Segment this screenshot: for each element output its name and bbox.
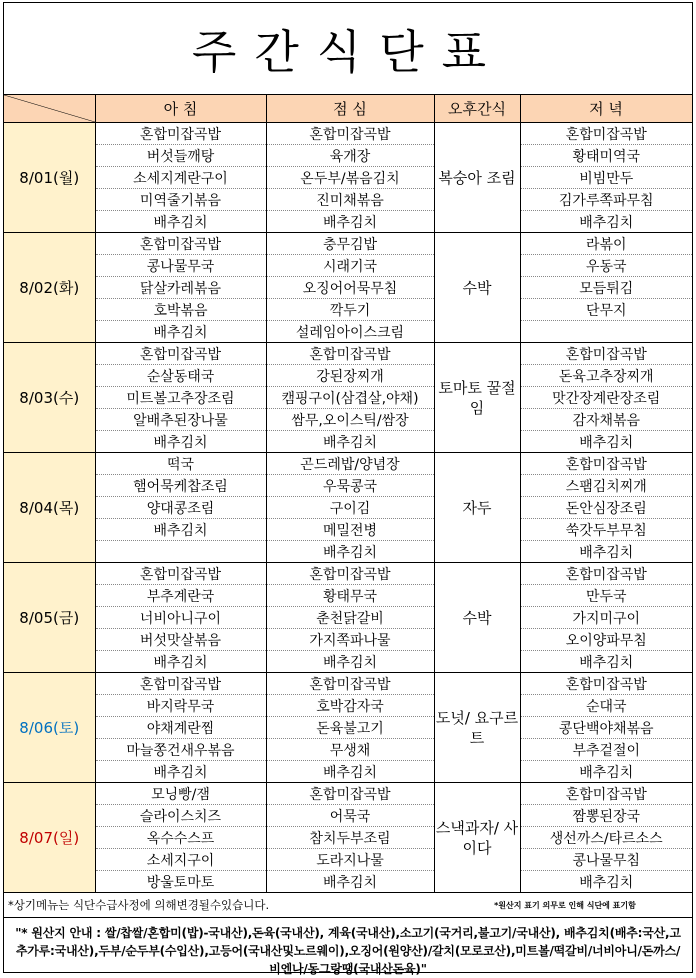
lunch-item: 캠핑구이(삼겹살,야채) [266, 387, 434, 409]
menu-row [4, 233, 692, 255]
menu-row [4, 629, 692, 651]
dinner-item: 라볶이 [520, 233, 692, 255]
menu-row [4, 167, 692, 189]
dinner-item: 생선까스/타르소스 [520, 827, 692, 849]
menu-row [4, 783, 692, 805]
dinner-item: 혼합미잡곡밥 [520, 343, 692, 365]
breakfast-item: 모닝빵/잼 [95, 783, 266, 805]
breakfast-item: 야채계란찜 [95, 717, 266, 739]
dinner-item: 혼합미잡곡밥 [520, 783, 692, 805]
menu-row [4, 189, 692, 211]
breakfast-item: 양대콩조림 [95, 497, 266, 519]
breakfast-item: 배추김치 [95, 761, 266, 783]
lunch-item: 배추김치 [266, 431, 434, 453]
lunch-item: 곤드레밥/양념장 [266, 453, 434, 475]
lunch-item: 우묵콩국 [266, 475, 434, 497]
breakfast-item: 햄어묵케찹조림 [95, 475, 266, 497]
dinner-item [520, 321, 692, 343]
breakfast-item: 배추김치 [95, 519, 266, 541]
lunch-item: 온두부/볶음김치 [266, 167, 434, 189]
lunch-item: 도라지나물 [266, 849, 434, 871]
day-date: 8/02(화) [4, 233, 95, 343]
day-date: 8/06(토) [4, 673, 95, 783]
dinner-item: 맛간장계란장조림 [520, 387, 692, 409]
dinner-item: 콩단백야채볶음 [520, 717, 692, 739]
breakfast-item: 미트볼고추장조림 [95, 387, 266, 409]
dinner-item: 오이양파무침 [520, 629, 692, 651]
menu-row [4, 695, 692, 717]
breakfast-item: 떡국 [95, 453, 266, 475]
snack-item: 스낵과자/ 사이다 [434, 783, 520, 893]
dinner-item: 배추김치 [520, 211, 692, 233]
menu-row [4, 211, 692, 233]
breakfast-item: 혼합미잡곡밥 [95, 563, 266, 585]
menu-row [4, 255, 692, 277]
breakfast-item: 혼합미잡곡밥 [95, 673, 266, 695]
dinner-item: 황태미역국 [520, 145, 692, 167]
header-dinner: 저 녁 [520, 95, 692, 123]
lunch-item: 무생채 [266, 739, 434, 761]
corner-cell [4, 95, 95, 123]
menu-row [4, 827, 692, 849]
breakfast-item: 콩나물무국 [95, 255, 266, 277]
dinner-item: 스팸김치찌개 [520, 475, 692, 497]
lunch-item: 혼합미잡곡밥 [266, 563, 434, 585]
dinner-item: 배추김치 [520, 651, 692, 673]
breakfast-item: 배추김치 [95, 431, 266, 453]
menu-row [4, 409, 692, 431]
breakfast-item: 혼합미잡곡밥 [95, 343, 266, 365]
lunch-item: 시래기국 [266, 255, 434, 277]
menu-row [4, 805, 692, 827]
header-snack: 오후간식 [434, 95, 520, 123]
menu-row [4, 387, 692, 409]
snack-item: 토마토 꿀절임 [434, 343, 520, 453]
breakfast-item: 슬라이스치즈 [95, 805, 266, 827]
lunch-item: 가지쪽파나물 [266, 629, 434, 651]
day-date: 8/01(월) [4, 123, 95, 233]
breakfast-item: 미역줄기볶음 [95, 189, 266, 211]
dinner-item: 모듬튀김 [520, 277, 692, 299]
breakfast-item: 닭살카레볶음 [95, 277, 266, 299]
footnote-right: *원산지 표기 의무로 인해 식단에 표기함 [494, 900, 636, 910]
dinner-item: 쑥갓두부무침 [520, 519, 692, 541]
breakfast-item [95, 541, 266, 563]
menu-row [4, 277, 692, 299]
header-breakfast: 아 침 [95, 95, 266, 123]
menu-row [4, 343, 692, 365]
dinner-item: 짬뽕된장국 [520, 805, 692, 827]
breakfast-item: 버섯맛살볶음 [95, 629, 266, 651]
breakfast-item: 방울토마토 [95, 871, 266, 893]
menu-row [4, 849, 692, 871]
menu-row [4, 585, 692, 607]
day-date: 8/03(수) [4, 343, 95, 453]
breakfast-item: 혼합미잡곡밥 [95, 233, 266, 255]
dinner-item: 혼합미잡곡밥 [520, 123, 692, 145]
lunch-item: 배추김치 [266, 211, 434, 233]
dinner-item: 배추김치 [520, 871, 692, 893]
breakfast-item: 호박볶음 [95, 299, 266, 321]
lunch-item: 깍두기 [266, 299, 434, 321]
lunch-item: 호박감자국 [266, 695, 434, 717]
day-date: 8/05(금) [4, 563, 95, 673]
dinner-item: 만두국 [520, 585, 692, 607]
breakfast-item: 혼합미잡곡밥 [95, 123, 266, 145]
dinner-item: 가지미구이 [520, 607, 692, 629]
menu-row [4, 475, 692, 497]
lunch-item: 혼합미잡곡밥 [266, 783, 434, 805]
snack-item: 자두 [434, 453, 520, 563]
lunch-item: 육개장 [266, 145, 434, 167]
dinner-item: 비빔만두 [520, 167, 692, 189]
breakfast-item: 배추김치 [95, 321, 266, 343]
lunch-item: 진미채볶음 [266, 189, 434, 211]
lunch-item: 혼합미잡곡밥 [266, 673, 434, 695]
dinner-item: 배추김치 [520, 541, 692, 563]
dinner-item: 감자채볶음 [520, 409, 692, 431]
menu-row [4, 651, 692, 673]
lunch-item: 메밀전병 [266, 519, 434, 541]
menu-row [4, 761, 692, 783]
snack-item: 복숭아 조림 [434, 123, 520, 233]
dinner-item: 돈육고추장찌개 [520, 365, 692, 387]
dinner-item: 부추겉절이 [520, 739, 692, 761]
footnote-row [4, 893, 692, 918]
dinner-item: 돈안심장조림 [520, 497, 692, 519]
dinner-item: 김가루쪽파무침 [520, 189, 692, 211]
breakfast-item: 배추김치 [95, 211, 266, 233]
breakfast-item: 순살동태국 [95, 365, 266, 387]
breakfast-item: 바지락무국 [95, 695, 266, 717]
dinner-item: 순대국 [520, 695, 692, 717]
origin-notice: "* 원산지 안내 : 쌀/찹쌀/혼합미(밥)-국내산),돈육(국내산), 계육(국내산),소고기(국거리,불고기/국내산), 배추김치(배추:국산,고추가루:국내산),두부/순두부(수입산),고등어(국내산및노르웨이),오징어(원양산)/갈치(모로코산),미트볼/떡갈비/너비아니/돈까스/비엔나/동그랑땡(국내산돈육)" [15, 926, 681, 976]
weekly-menu-table [4, 95, 693, 893]
snack-item: 도넛/ 요구르트 [434, 673, 520, 783]
lunch-item: 춘천닭갈비 [266, 607, 434, 629]
dinner-item: 단무지 [520, 299, 692, 321]
menu-row [4, 541, 692, 563]
menu-row [4, 123, 692, 145]
header-row [4, 95, 692, 123]
dinner-item: 배추김치 [520, 431, 692, 453]
dinner-item: 혼합미잡곡밥 [520, 673, 692, 695]
menu-row [4, 497, 692, 519]
breakfast-item: 마늘쫑건새우볶음 [95, 739, 266, 761]
breakfast-item: 소세지구이 [95, 849, 266, 871]
lunch-item: 혼합미잡곡밥 [266, 343, 434, 365]
menu-row [4, 431, 692, 453]
page-title: 주간식단표 [4, 3, 692, 95]
snack-item: 수박 [434, 563, 520, 673]
lunch-item: 설레임아이스크림 [266, 321, 434, 343]
breakfast-item: 너비아니구이 [95, 607, 266, 629]
lunch-item: 쌈무,오이스틱/쌈장 [266, 409, 434, 431]
menu-row [4, 321, 692, 343]
dinner-item: 콩나물무침 [520, 849, 692, 871]
lunch-item: 배추김치 [266, 541, 434, 563]
snack-item: 수박 [434, 233, 520, 343]
lunch-item: 참치두부조림 [266, 827, 434, 849]
menu-row [4, 871, 692, 893]
dinner-item: 혼합미잡곡밥 [520, 563, 692, 585]
menu-row [4, 563, 692, 585]
lunch-item: 배추김치 [266, 761, 434, 783]
menu-row [4, 673, 692, 695]
breakfast-item: 알배추된장나물 [95, 409, 266, 431]
day-date: 8/04(목) [4, 453, 95, 563]
lunch-item: 혼합미잡곡밥 [266, 123, 434, 145]
lunch-item: 강된장찌개 [266, 365, 434, 387]
day-date: 8/07(일) [4, 783, 95, 893]
breakfast-item: 배추김치 [95, 651, 266, 673]
menu-sheet [3, 2, 693, 976]
menu-row [4, 145, 692, 167]
menu-row [4, 717, 692, 739]
lunch-item: 황태무국 [266, 585, 434, 607]
menu-row [4, 519, 692, 541]
menu-row [4, 365, 692, 387]
breakfast-item: 버섯들깨탕 [95, 145, 266, 167]
lunch-item: 배추김치 [266, 651, 434, 673]
menu-row [4, 299, 692, 321]
dinner-item: 배추김치 [520, 761, 692, 783]
breakfast-item: 옥수수스프 [95, 827, 266, 849]
lunch-item: 충무김밥 [266, 233, 434, 255]
dinner-item: 혼합미잡곡밥 [520, 453, 692, 475]
menu-body [4, 123, 692, 893]
header-lunch: 점 심 [266, 95, 434, 123]
lunch-item: 돈육불고기 [266, 717, 434, 739]
dinner-item: 우동국 [520, 255, 692, 277]
menu-row [4, 739, 692, 761]
menu-row [4, 453, 692, 475]
breakfast-item: 소세지계란구이 [95, 167, 266, 189]
lunch-item: 구이김 [266, 497, 434, 519]
menu-row [4, 607, 692, 629]
breakfast-item: 부추계란국 [95, 585, 266, 607]
footnote-left: *상기메뉴는 식단수급사정에 의해변경될수있습니다. [8, 898, 270, 912]
lunch-item: 오징어어묵무침 [266, 277, 434, 299]
lunch-item: 배추김치 [266, 871, 434, 893]
lunch-item: 어묵국 [266, 805, 434, 827]
